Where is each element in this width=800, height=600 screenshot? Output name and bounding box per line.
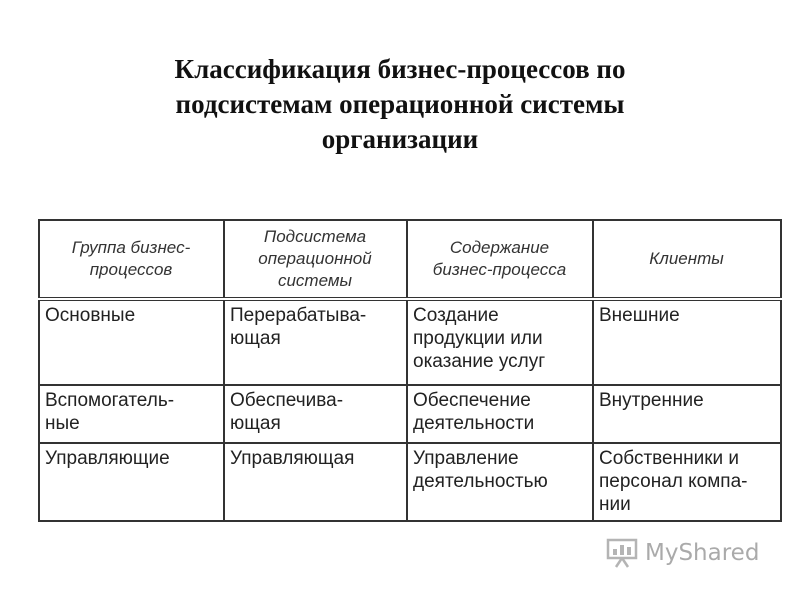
watermark-text: MyShared (645, 540, 760, 566)
table-cell: Внешние (593, 299, 781, 385)
header-group: Группа бизнес- процессов (39, 220, 224, 299)
title-line-2: подсистемам операционной системы (175, 89, 625, 119)
table-cell: Обеспечива- ющая (224, 385, 407, 443)
header-content: Содержание бизнес-процесса (407, 220, 593, 299)
table-row (39, 443, 781, 521)
presentation-board-icon (605, 536, 639, 570)
table-row (39, 385, 781, 443)
watermark (605, 536, 759, 570)
table-cell: Управляющие (39, 443, 224, 521)
table-cell: Обеспечение деятельности (407, 385, 593, 443)
table-cell: Перерабатыва- ющая (224, 299, 407, 385)
classification-table (38, 219, 782, 522)
title-line-1: Классификация бизнес-процессов по (174, 54, 626, 84)
table-cell: Внутренние (593, 385, 781, 443)
header-subsystem: Подсистема операционной системы (224, 220, 407, 299)
table-cell: Управляющая (224, 443, 407, 521)
header-clients: Клиенты (593, 220, 781, 299)
table-cell: Вспомогатель- ные (39, 385, 224, 443)
table-cell: Собственники и персонал компа- нии (593, 443, 781, 521)
table-cell: Управление деятельностью (407, 443, 593, 521)
table-cell: Основные (39, 299, 224, 385)
table-header-row (39, 220, 781, 299)
page-title (0, 52, 800, 157)
table-row (39, 299, 781, 385)
table-cell: Создание продукции или оказание услуг (407, 299, 593, 385)
title-line-3: организации (321, 124, 479, 154)
